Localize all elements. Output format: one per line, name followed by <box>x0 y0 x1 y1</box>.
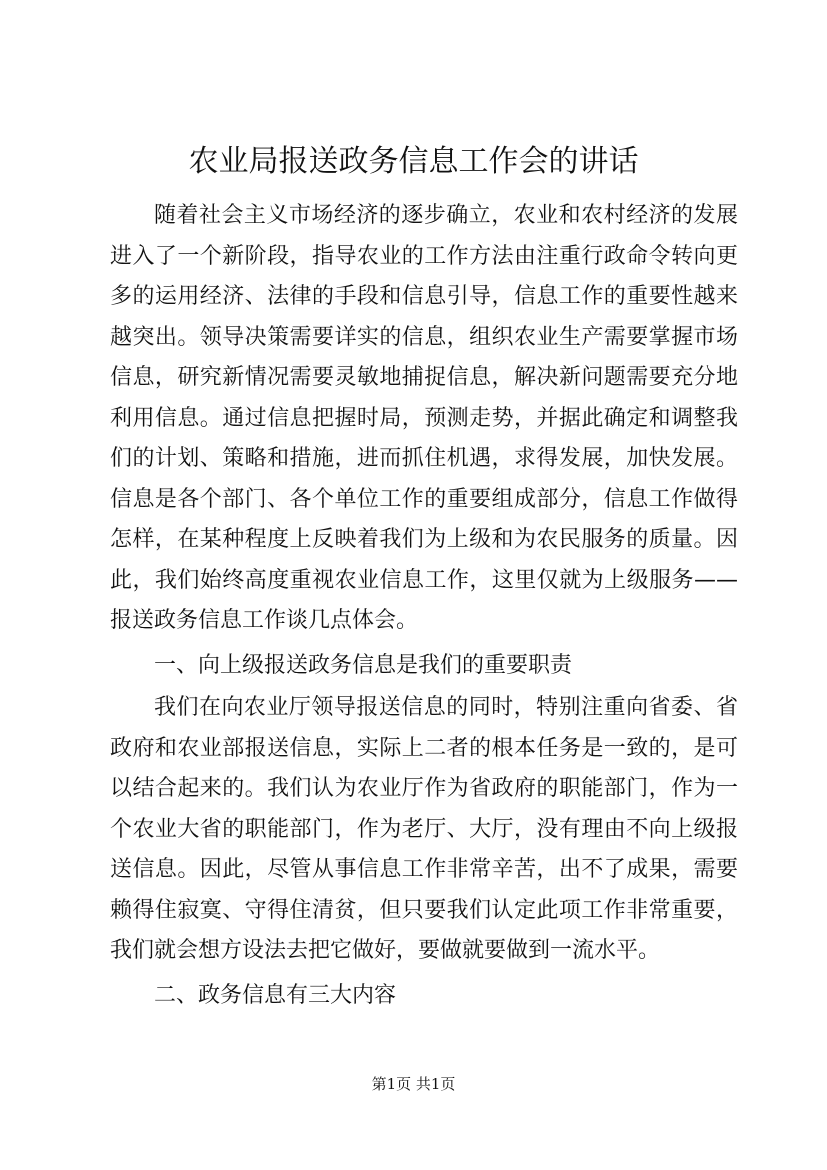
page-number-label: 第1页 共1页 <box>371 1075 456 1093</box>
section-heading-1: 一、向上级报送政务信息是我们的重要职责 <box>154 652 573 678</box>
document-title: 农业局报送政务信息工作会的讲话 <box>188 144 639 179</box>
paragraph-intro: 随着社会主义市场经济的逐步确立，农业和农村经济的发展进入了一个新阶段，指导农业的工作方法由注重行政命令转向更多的运用经济、法律的手段和信息引导，信息工作的重要性越来越突出。领导决策需要详实的信息，组织农业生产需要掌握市场信息，研究新情况需要灵敏地捕捉信息，解决新问题需要充分地利用信息。通过信息把握时局，预测走势，并据此确定和调整我们的计划、策略和措施，进而抓住机遇，求得发展，加快发展。信息是各个部门、各个单位工作的重要组成部分，信息工作做得怎样，在某种程度上反映着我们为上级和为农民服务的质量。因此，我们始终高度重视农业信息工作，这里仅就为上级服务——报送政务信息工作谈几点体会。 <box>110 203 738 633</box>
page-footer <box>0 1074 827 1094</box>
paragraph-section-1: 我们在向农业厅领导报送信息的同时，特别注重向省委、省政府和农业部报送信息，实际上二者的根本任务是一致的，是可以结合起来的。我们认为农业厅作为省政府的职能部门，作为一个农业大省的职能部门，作为老厅、大厅，没有理由不向上级报送信息。因此，尽管从事信息工作非常辛苦，出不了成果，需要赖得住寂寞、守得住清贫，但只要我们认定此项工作非常重要，我们就会想方设法去把它做好，要做就要做到一流水平。 <box>110 695 738 963</box>
document-body <box>110 196 738 1018</box>
section-heading-2: 二、政务信息有三大内容 <box>154 982 397 1008</box>
